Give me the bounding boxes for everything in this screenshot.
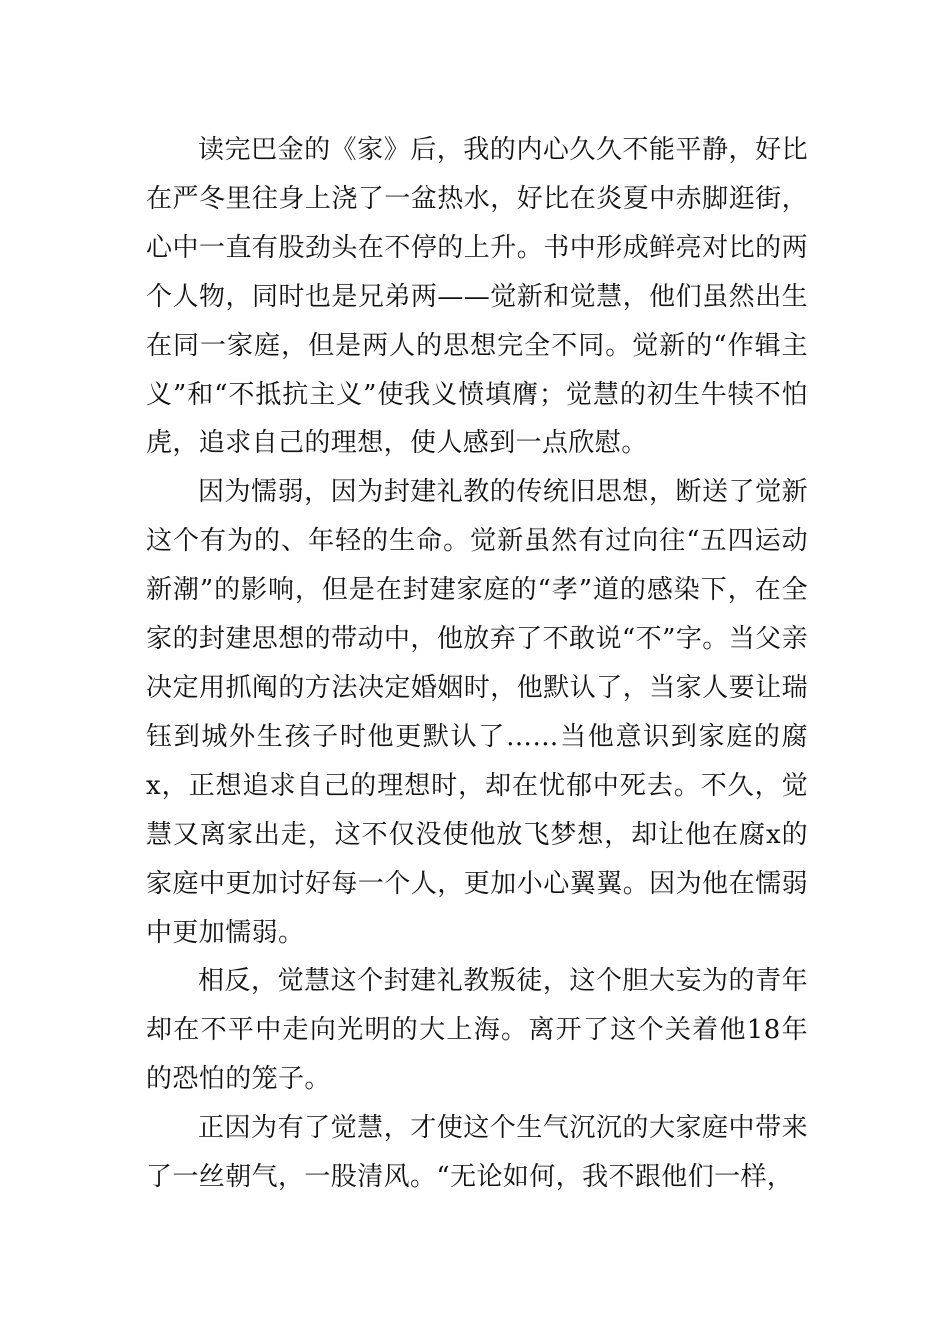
paragraph-3: 相反，觉慧这个封建礼教叛徒，这个胆大妄为的青年却在不平中走向光明的大上海。离开了这个关着他18年的恐怕的笼子。	[146, 966, 808, 1095]
paragraph-1: 读完巴金的《家》后，我的内心久久不能平静，好比在严冬里往身上浇了一盆热水，好比在炎夏中赤脚逛街，心中一直有股劲头在不停的上升。书中形成鲜亮对比的两个人物，同时也是兄弟两——觉新和觉慧，他们虽然出生在同一家庭，但是两人的思想完全不同。觉新的“作辑主义”和“不抵抗主义”使我义愤填膺；觉慧的初生牛犊不怕虎，追求自己的理想，使人感到一点欣慰。	[146, 135, 808, 459]
paragraph-2: 因为懦弱，因为封建礼教的传统旧思想，断送了觉新这个有为的、年轻的生命。觉新虽然有过向往“五四运动新潮”的影响，但是在封建家庭的“孝”道的感染下，在全家的封建思想的带动中，他放弃了不敢说“不”字。当父亲决定用抓阄的方法决定婚姻时，他默认了，当家人要让瑞钰到城外生孩子时他更默认了……当他意识到家庭的腐x，正想追求自己的理想时，却在忧郁中死去。不久，觉慧又离家出走，这不仅没使他放飞梦想，却让他在腐x的家庭中更加讨好每一个人，更加小心翼翼。因为他在懦弱中更加懦弱。	[146, 477, 808, 948]
document-body	[146, 126, 808, 1202]
paragraph-4: 正因为有了觉慧，才使这个生气沉沉的大家庭中带来了一丝朝气，一股清风。“无论如何，我不跟他们一样，	[146, 1113, 808, 1193]
